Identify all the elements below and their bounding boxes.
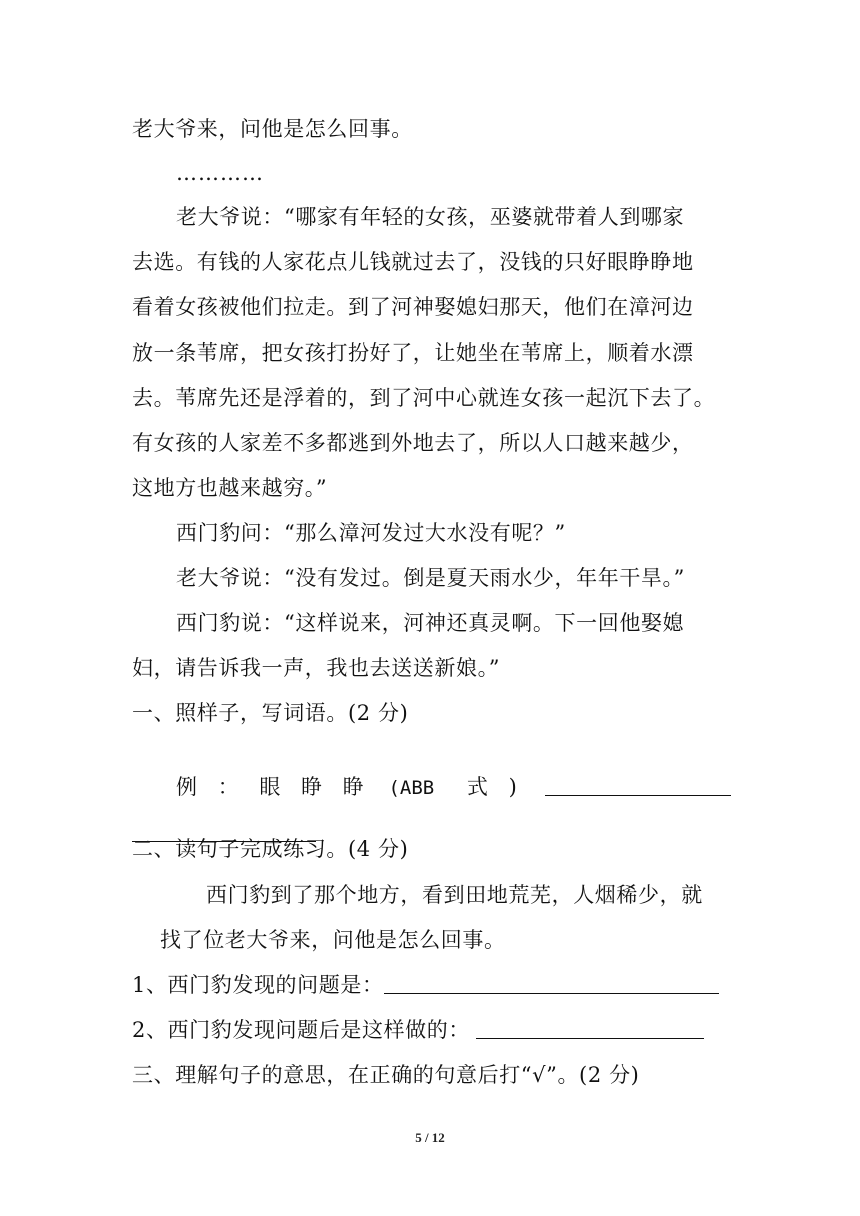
answer-blank[interactable] [384, 971, 719, 994]
passage-line: 去选。有钱的人家花点儿钱就过去了，没钱的只好眼睁睁地 [132, 250, 694, 274]
passage-line: 西门豹问：“那么漳河发过大水没有呢？” [176, 521, 566, 545]
passage-line: 老大爷说：“没有发过。倒是夏天雨水少，年年干旱。” [176, 566, 685, 590]
question-2-item-1 [132, 970, 732, 1000]
passage-line: 老大爷说：“哪家有年轻的女孩，巫婆就带着人到哪家 [176, 205, 685, 229]
example-char: 睁 [342, 775, 364, 799]
answer-blank[interactable] [545, 794, 731, 796]
question-3-title: 三、理解句子的意思，在正确的句意后打“√”。(2 分) [132, 1063, 640, 1087]
passage-line: 妇，请告诉我一声，我也去送送新娘。” [132, 656, 501, 680]
example-char: 睁 [301, 775, 323, 799]
passage-line: 放一条苇席，把女孩打扮好了，让她坐在苇席上，顺着水漂 [132, 341, 694, 365]
question-2-item-2 [132, 1015, 732, 1045]
example-label: 例 [176, 775, 197, 799]
question-1-title: 一、照样子，写词语。(2 分) [132, 701, 409, 725]
passage-line: 有女孩的人家差不多都逃到外地去了，所以人口越来越少， [132, 431, 694, 455]
passage-line: 西门豹说：“这样说来，河神还真灵啊。下一回他娶媳 [176, 611, 685, 635]
item-2-label: 2、西门豹发现问题后是这样做的： [132, 1018, 470, 1042]
passage-line: 老大爷来，问他是怎么回事。 [132, 117, 413, 141]
page-number: 5 / 12 [415, 1130, 445, 1145]
ellipsis-line: ………… [176, 161, 264, 185]
question-2-sentence: 西门豹到了那个地方，看到田地荒芜，人烟稀少，就 [206, 883, 703, 907]
question-2-sentence: 找了位老大爷来，问他是怎么回事。 [160, 928, 506, 952]
question-2-title: 二、读句子完成练习。(4 分) [132, 837, 409, 861]
example-char: 眼 [259, 775, 281, 799]
answer-blank[interactable] [476, 1016, 704, 1039]
passage-line: 去。苇席先还是浮着的，到了河中心就连女孩一起沉下去了。 [132, 386, 716, 410]
question-1-example [176, 772, 517, 803]
example-pattern-close: ) [508, 775, 517, 799]
example-pattern-open: (ABB [388, 777, 435, 799]
passage-line: 看着女孩被他们拉走。到了河神娶媳妇那天，他们在漳河边 [132, 295, 694, 319]
example-colon: ： [217, 775, 239, 799]
passage-line: 这地方也越来越穷。” [132, 476, 328, 500]
example-pattern-word: 式 [466, 775, 488, 799]
item-1-label: 1、西门豹发现的问题是： [132, 973, 384, 997]
